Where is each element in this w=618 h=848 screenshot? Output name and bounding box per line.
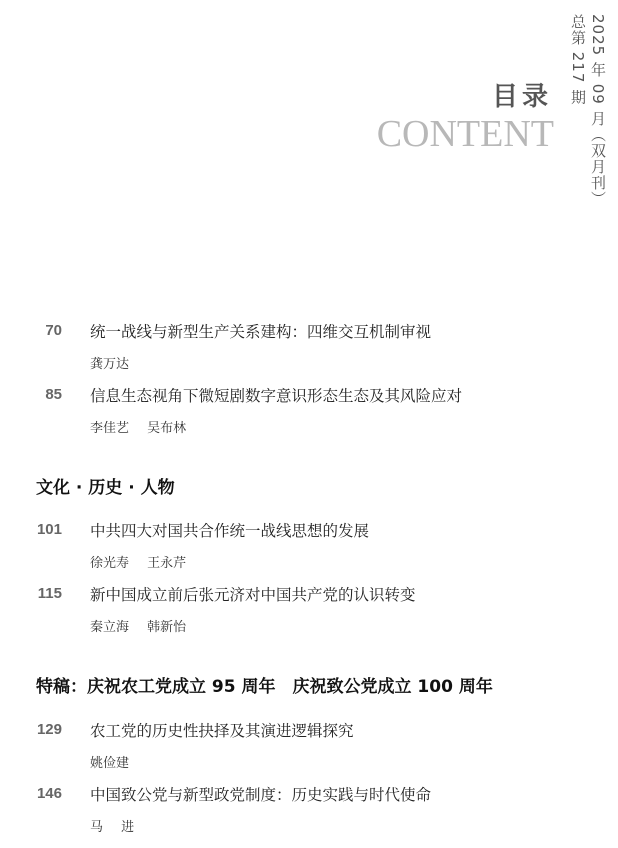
page-number: 115 (37, 585, 62, 602)
article-title[interactable]: 中共四大对国共合作统一战线思想的发展 (90, 522, 370, 540)
contents-title-en: CONTENT (376, 113, 554, 155)
article-authors: 李佳艺 吴布林 (90, 421, 187, 436)
article-title[interactable]: 中国致公党与新型政党制度：历史实践与时代使命 (90, 786, 432, 804)
article-title[interactable]: 新中国成立前后张元济对中国共产党的认识转变 (90, 586, 416, 604)
article-authors: 马 进 (90, 820, 135, 835)
section-heading-culture: 文化 · 历史 · 人物 (36, 478, 175, 498)
page-number: 129 (36, 721, 62, 738)
date-issue-label: 2025 年 09 月（双月刊） (589, 14, 607, 207)
section-heading-special: 特稿：庆祝农工党成立 95 周年 庆祝致公党成立 100 周年 (36, 677, 493, 697)
page-number: 146 (36, 785, 62, 802)
page-number: 70 (45, 322, 62, 339)
contents-title-cn: 目录 (491, 82, 552, 112)
article-title[interactable]: 信息生态视角下微短剧数字意识形态生态及其风险应对 (90, 387, 463, 405)
page-number: 85 (45, 386, 62, 403)
article-title[interactable]: 农工党的历史性抉择及其演进逻辑探究 (90, 722, 354, 740)
page-number: 101 (36, 521, 62, 538)
article-authors: 姚俭建 (90, 756, 130, 771)
article-title[interactable]: 统一战线与新型生产关系建构：四维交互机制审视 (90, 323, 432, 341)
article-authors: 龚万达 (90, 357, 130, 372)
article-authors: 徐光寿 王永芹 (90, 556, 187, 571)
article-authors: 秦立海 韩新怡 (90, 620, 187, 635)
volume-issue-label: 总第 217 期 (569, 14, 587, 106)
